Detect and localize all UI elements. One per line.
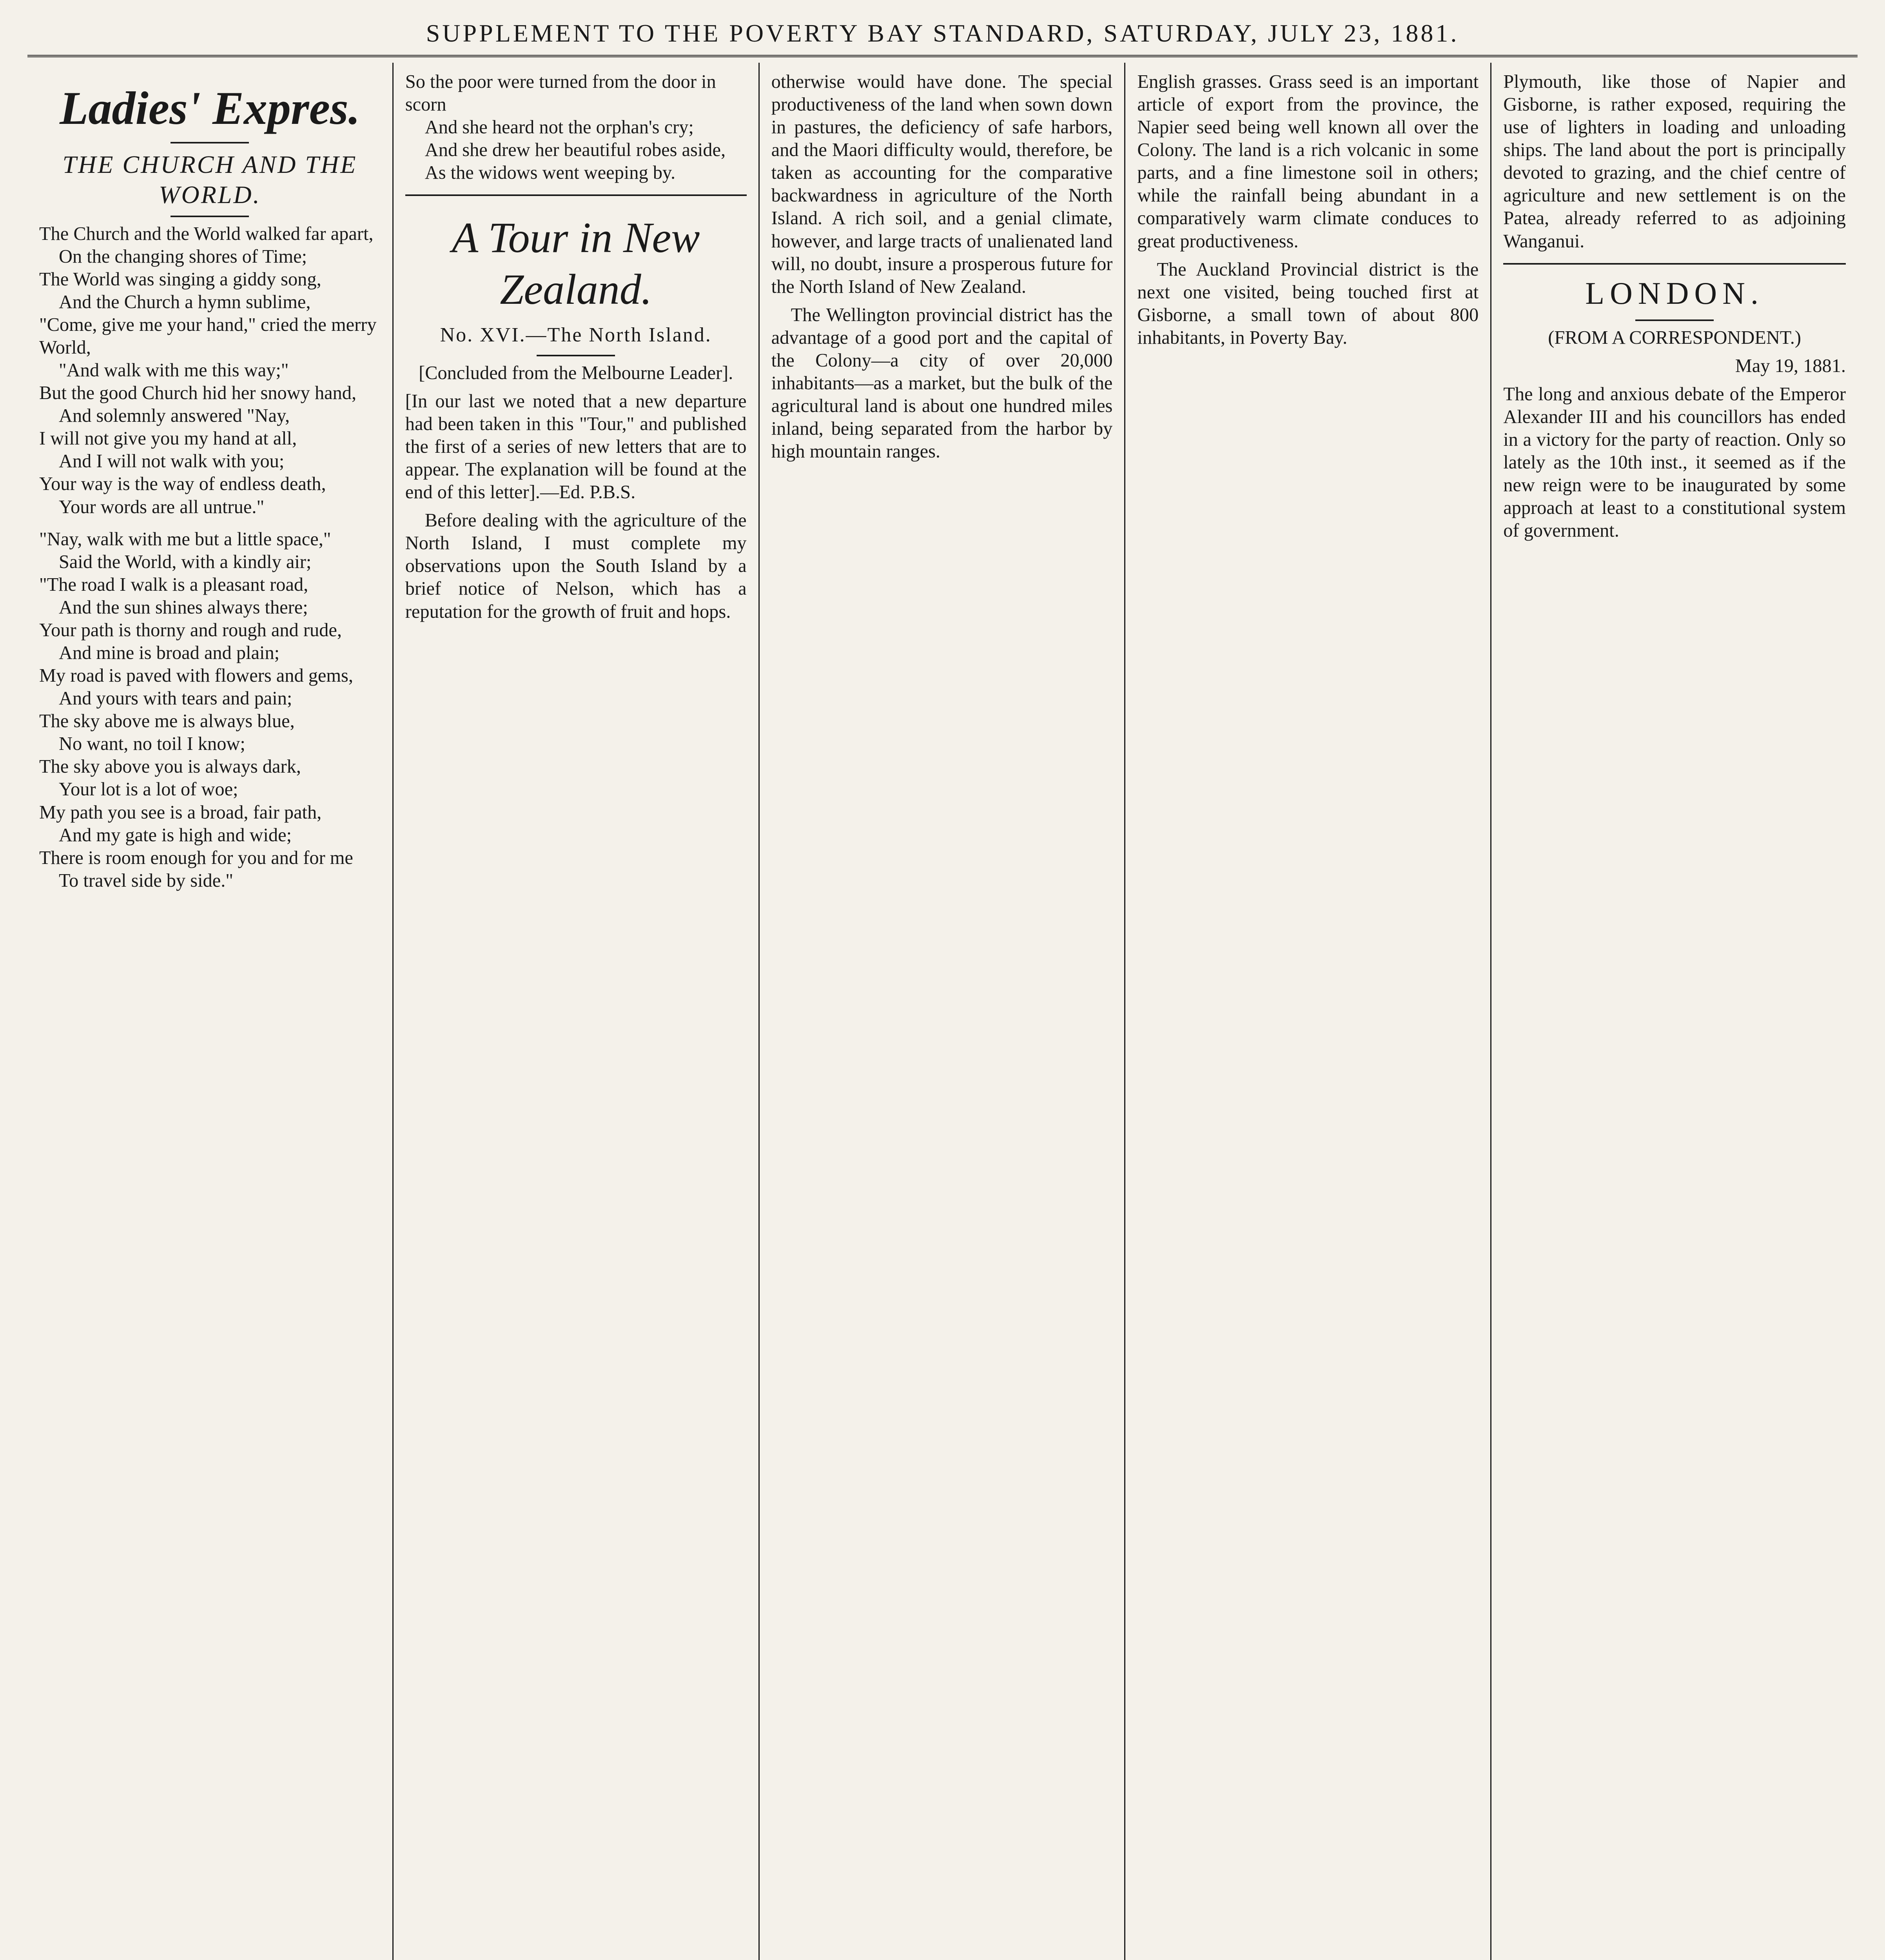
poem-line: "The road I walk is a pleasant road, — [39, 574, 308, 595]
poem-line: The World was singing a giddy song, — [39, 269, 321, 290]
poem-line: Your path is thorny and rough and rude, — [39, 619, 342, 641]
poem-line: Said the World, with a kindly air; — [59, 551, 312, 572]
correspondent-line: (FROM A CORRESPONDENT.) — [1548, 327, 1801, 348]
poem-line: The Church and the World walked far apart, — [39, 223, 374, 244]
stanza-2 — [39, 528, 381, 892]
poem-line: To travel side by side." — [59, 870, 234, 891]
dateline: May 19, 1881. — [1735, 355, 1846, 376]
column-1 — [27, 63, 394, 1960]
london-title: LONDON. — [1585, 276, 1764, 311]
tour-intro: [In our last we noted that a new departure had been taken in this "Tour," and published the first of a series of new letters that are to appear. The explanation will be found at the end of this letter].—Ed. P.B.S. — [405, 390, 747, 503]
poem-body — [39, 223, 381, 892]
tour-note: [Concluded from the Melbourne Leader]. — [419, 362, 733, 383]
tour-subtitle: No. XVI.—The North Island. — [440, 324, 712, 347]
tour-title: A Tour in New Zealand. — [452, 214, 700, 314]
column-5 — [1491, 63, 1858, 1960]
poem-line: My path you see is a broad, fair path, — [39, 802, 322, 823]
article-paragraph: English grasses. Grass seed is an important article of export from the province, the Napier seed being well known all over the Colony. The land is a rich volcanic in some parts, and a fine limestone soil in others; while the rainfall being abundant in a comparatively warm climate conduces to great productiveness. — [1137, 71, 1479, 252]
poem-line: The sky above you is always dark, — [39, 756, 301, 777]
poem-line: As the widows went weeping by. — [425, 162, 676, 183]
poem-line: And mine is broad and plain; — [59, 642, 280, 663]
poem-line: So the poor were turned from the door in scorn — [405, 71, 716, 115]
poem-line: My road is paved with flowers and gems, — [39, 665, 353, 686]
poem-line: Your words are all untrue." — [59, 496, 265, 517]
columns — [27, 63, 1858, 1960]
masthead: SUPPLEMENT TO THE POVERTY BAY STANDARD, SATURDAY, JULY 23, 1881. — [27, 16, 1858, 57]
poem-line: And she heard not the orphan's cry; — [425, 117, 694, 138]
poem-line: "Come, give me your hand," cried the merry World, — [39, 314, 377, 358]
divider — [1503, 263, 1846, 265]
poem-line: And I will not walk with you; — [59, 451, 285, 472]
poem-line: And yours with tears and pain; — [59, 688, 292, 709]
poem-line: There is room enough for you and for me — [39, 847, 353, 868]
column-3 — [760, 63, 1126, 1960]
poem-line: The sky above me is always blue, — [39, 711, 295, 732]
poem-line: "Nay, walk with me but a little space," — [39, 528, 331, 550]
article-paragraph: otherwise would have done. The special productiveness of the land when sown down in pastures, the deficiency of safe harbors, and the Maori difficulty would, therefore, be taken as accounting for the comparative backwardness in agriculture of the North Island. A rich soil, and a genial climate, however, and large tracts of unalienated land will, no doubt, insure a prosperous future for the North Island of New Zealand. — [771, 71, 1113, 297]
poem-line: Your lot is a lot of woe; — [59, 779, 238, 800]
poem-line: And my gate is high and wide; — [59, 824, 292, 846]
poem-line: Your way is the way of endless death, — [39, 474, 326, 495]
poem-continued — [405, 71, 747, 184]
article-paragraph: Plymouth, like those of Napier and Gisborne, is rather exposed, requiring the use of lighters in loading and unloading ships. The land about the port is principally devoted to grazing, and the chief centre of agriculture and new settlement is on the Patea, already referred to as adjoining Wanganui. — [1503, 71, 1846, 252]
poem-line: "And walk with me this way;" — [59, 360, 289, 381]
poem-line: And the Church a hymn sublime, — [59, 291, 311, 312]
poem-line: And she drew her beautiful robes aside, — [425, 140, 726, 161]
article-paragraph: The Wellington provincial district has the advantage of a good port and the capital of the Colony—a city of over 20,000 inhabitants—as a market, but the bulk of the agricultural land is about one hundred miles inland, being separated from the harbor by high mountain ranges. — [771, 304, 1113, 462]
poem-line: No want, no toil I know; — [59, 733, 245, 755]
divider — [537, 355, 615, 356]
poem-title: THE CHURCH AND THE WORLD. — [62, 151, 357, 209]
poem-line: On the changing shores of Time; — [59, 246, 307, 267]
ladies-express-heading: Ladies' Expres. — [60, 82, 360, 134]
poem-line: And the sun shines always there; — [59, 597, 308, 618]
divider — [1635, 319, 1714, 321]
article-paragraph: The Auckland Provincial district is the next one visited, being touched first at Gisborne, a small town of about 800 inhabitants, in Poverty Bay. — [1137, 259, 1479, 348]
column-4 — [1125, 63, 1491, 1960]
article-paragraph: The long and anxious debate of the Emperor Alexander III and his councillors has ended in a victory for the party of reaction. Only so lately as the 10th inst., it seemed as if the new reign were to be inaugurated by some approach at least to a constitutional system of government. — [1503, 383, 1846, 541]
poem-line: And solemnly answered "Nay, — [59, 405, 290, 426]
stanza-1 — [39, 223, 381, 519]
column-2 — [394, 63, 760, 1960]
divider — [405, 194, 747, 196]
divider — [171, 216, 249, 217]
tour-paragraph: Before dealing with the agriculture of the North Island, I must complete my observations upon the South Island by a brief notice of Nelson, which has a reputation for the growth of fruit and hops. — [405, 510, 747, 622]
poem-line: But the good Church hid her snowy hand, — [39, 383, 357, 404]
divider — [171, 142, 249, 143]
poem-line: I will not give you my hand at all, — [39, 428, 297, 449]
